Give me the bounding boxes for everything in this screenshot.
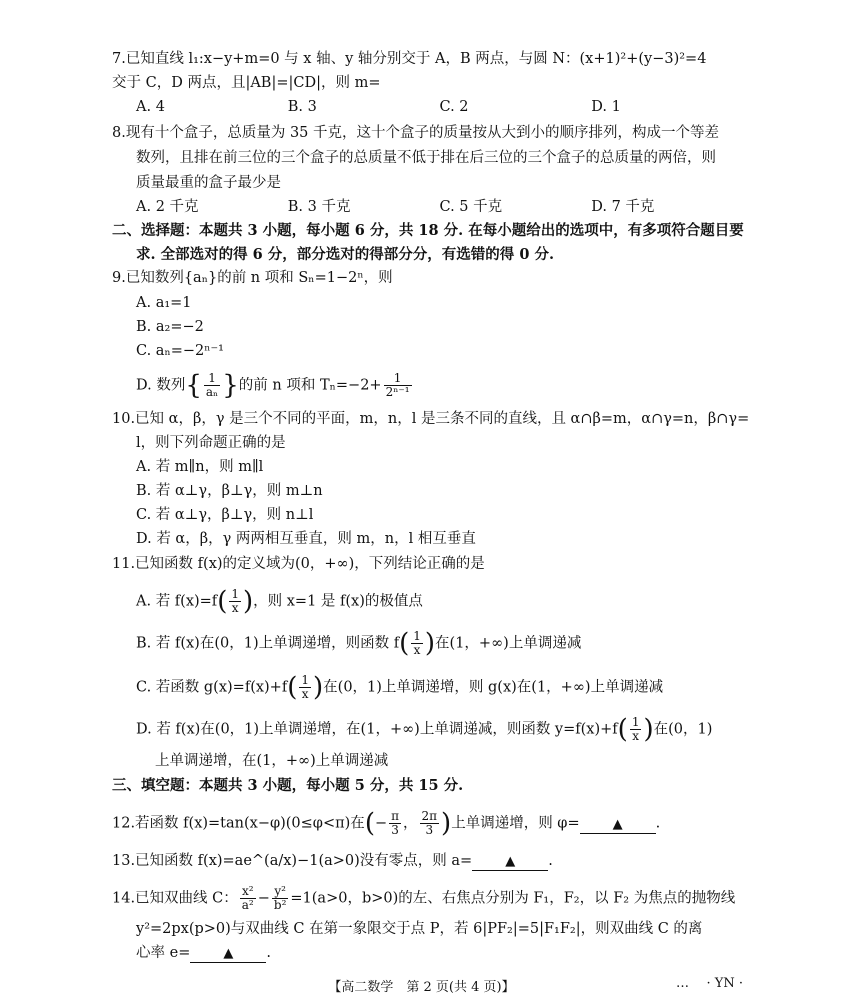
q11-option-b — [136, 630, 743, 657]
fraction-numerator: y² — [272, 885, 289, 899]
q11-option-c — [136, 674, 743, 701]
q12-answer-blank[interactable]: ▲ — [580, 817, 656, 834]
q9-d-middle: 的前 n 项和 Tₙ=−2+ — [238, 377, 382, 394]
q9-option-d — [136, 372, 743, 399]
q13-prefix: 13.已知函数 f(x)=ae^(a/x)−1(a>0)没有零点，则 a= — [112, 853, 473, 869]
fraction-denominator: aₙ — [205, 385, 219, 399]
q7-line1: 7.已知直线 l₁:x−y+m=0 与 x 轴、y 轴分别交于 A，B 两点，与圆 N：(x+1)²+(y−3)²=4 — [112, 51, 707, 67]
left-paren: ( — [217, 586, 228, 617]
left-paren: ( — [364, 808, 375, 839]
q8-options — [136, 196, 743, 218]
q14-line2: y²=2px(p>0)与双曲线 C 在第一象限交于点 P，若 6|PF₂|=5|F₁F₂|，则双曲线 C 的离 — [136, 921, 703, 937]
q11-d-prefix: D. 若 f(x)在(0，1)上单调递增，在(1，+∞)上单调递减，则函数 y=f(x)+f — [136, 721, 618, 738]
q10-line1: 10.已知 α，β，γ 是三个不同的平面，m，n，l 是三条不同的直线，且 α∩β=m，α∩γ=n，β∩γ= — [112, 411, 750, 427]
q9-option-c: C. aₙ=−2ⁿ⁻¹ — [136, 343, 224, 359]
q11-option-d — [136, 716, 743, 743]
q14-line3-prefix: 心率 e= — [136, 945, 191, 961]
right-paren: ) — [242, 586, 254, 617]
fraction-denominator: x — [301, 687, 309, 701]
footer-dots: … — [676, 976, 689, 991]
q8-option-c: C. 5 千克 — [439, 199, 503, 215]
q11-b-prefix: B. 若 f(x)在(0，1)上单调递增，则函数 f — [136, 635, 400, 652]
q10-option-d: D. 若 α，β，γ 两两相互垂直，则 m，n，l 相互垂直 — [136, 531, 476, 547]
fraction-numerator: 1 — [384, 372, 412, 386]
page-footer: 【高二数学 第 2 页(共 4 页)】 — [328, 980, 515, 995]
left-paren: ( — [617, 714, 628, 745]
q8-line2: 数列，且排在前三位的三个盒子的总质量不低于排在后三位的三个盒子的总质量的两倍，则 — [136, 150, 716, 166]
q11-b-suffix: 在(1，+∞)上单调递减 — [435, 635, 582, 652]
q11-option-d-line2: 上单调递增，在(1，+∞)上单调递减 — [155, 753, 389, 769]
fraction-denominator: a² — [241, 898, 254, 912]
q14-line3: 心率 e= ▲ . — [136, 945, 271, 961]
fraction-denominator: x — [231, 601, 239, 615]
right-paren: ) — [424, 628, 436, 659]
q14-fraction2 — [272, 885, 289, 912]
q12-fraction2 — [420, 810, 440, 837]
q10-option-c: C. 若 α⊥γ，β⊥γ，则 n⊥l — [136, 507, 314, 523]
right-paren: ) — [643, 714, 654, 745]
section2-line1: 二、选择题：本题共 3 小题，每小题 6 分，共 18 分. 在每小题给出的选项中，有多项符合题目要 — [112, 222, 744, 239]
q13-line: 13.已知函数 f(x)=ae^(a/x)−1(a>0)没有零点，则 a= ▲ . — [112, 853, 553, 869]
q11-a-prefix: A. 若 f(x)=f — [136, 593, 218, 610]
q11-b-fraction — [411, 630, 423, 657]
q11-c-prefix: C. 若函数 g(x)=f(x)+f — [136, 679, 288, 696]
q7-line2: 交于 C，D 两点，且|AB|=|CD|，则 m= — [112, 75, 381, 91]
q11-a-fraction — [229, 588, 241, 615]
right-paren: ) — [313, 672, 324, 703]
left-paren: ( — [399, 628, 410, 659]
fraction-denominator: b² — [273, 898, 287, 912]
q7-option-c: C. 2 — [439, 99, 469, 115]
left-paren: ( — [287, 672, 298, 703]
q9-d-prefix: D. 数列 — [136, 377, 186, 394]
q14-fraction1 — [240, 885, 256, 912]
fraction-numerator: 1 — [631, 715, 640, 729]
q9-d-fraction — [204, 372, 220, 399]
fraction-numerator: 1 — [231, 587, 239, 601]
q8-option-b: B. 3 千克 — [287, 199, 351, 215]
section3-title: 三、填空题：本题共 3 小题，每小题 5 分，共 15 分. — [112, 777, 464, 794]
q12-prefix: 12.若函数 f(x)=tan(x−φ)(0≤φ<π)在 — [112, 815, 365, 832]
q11-stem: 11.已知函数 f(x)的定义域为(0，+∞)，下列结论正确的是 — [112, 556, 485, 572]
left-brace: { — [185, 370, 202, 401]
q11-c-suffix: 在(0，1)上单调递增，则 g(x)在(1，+∞)上单调递减 — [323, 679, 664, 696]
fraction-numerator: 1 — [301, 673, 309, 687]
q11-c-fraction — [299, 674, 311, 701]
q11-d-suffix: 在(0，1) — [653, 721, 713, 738]
q8-line3: 质量最重的盒子最少是 — [136, 175, 281, 191]
q10-option-b: B. 若 α⊥γ，β⊥γ，则 m⊥n — [136, 483, 323, 499]
q7-option-d: D. 1 — [591, 99, 621, 115]
fraction-numerator: 2π — [421, 809, 438, 823]
q9-stem: 9.已知数列{aₙ}的前 n 项和 Sₙ=1−2ⁿ，则 — [112, 270, 393, 286]
section2-line2: 求. 全部选对的得 6 分，部分选对的得部分分，有选错的得 0 分. — [136, 246, 555, 263]
q11-option-a — [136, 588, 743, 615]
q9-option-b: B. a₂=−2 — [136, 319, 204, 335]
footer-code: · YN · — [706, 976, 743, 991]
q11-d-fraction — [630, 716, 642, 743]
fraction-denominator: x — [413, 643, 421, 657]
q7-options — [136, 96, 743, 118]
q7-option-b: B. 3 — [287, 99, 317, 115]
q12-suffix: 上单调递增，则 φ= — [451, 815, 580, 832]
right-brace: } — [222, 370, 239, 401]
fraction-numerator: x² — [240, 885, 256, 899]
q14-answer-blank[interactable]: ▲ — [190, 946, 266, 963]
fraction-denominator: 2ⁿ⁻¹ — [385, 385, 410, 399]
q13-answer-blank[interactable]: ▲ — [472, 854, 548, 871]
q8-option-a: A. 2 千克 — [136, 199, 199, 215]
q8-option-d: D. 7 千克 — [591, 199, 655, 215]
q14-line1: 14.已知双曲线 C： $\frac{\text{x²}}{\text{a²}}$ − $\frac{\text{y²}}{\text{b²}}$ =1(a>0，b>0)的左、右焦点分别为 F₁，F₂，以 F₂ 为焦点的抛物线 — [112, 884, 736, 912]
q11-a-suffix: ，则 x=1 是 f(x)的极值点 — [253, 593, 423, 610]
q9-option-a: A. a₁=1 — [136, 295, 192, 311]
q14-line1-suffix: =1(a>0，b>0)的左、右焦点分别为 F₁，F₂，以 F₂ 为焦点的抛物线 — [290, 890, 736, 907]
q12-fraction1 — [389, 810, 401, 837]
fraction-denominator: 3 — [425, 823, 434, 837]
fraction-denominator: x — [632, 729, 640, 743]
q14-prefix: 14.已知双曲线 C： — [112, 890, 238, 907]
fraction-numerator: 1 — [413, 629, 421, 643]
q10-line2: l，则下列命题正确的是 — [136, 435, 286, 451]
q9-d-fraction2 — [384, 372, 412, 399]
q10-option-a: A. 若 m∥n，则 m∥l — [136, 459, 264, 475]
right-paren: ) — [441, 808, 452, 839]
fraction-numerator: π — [391, 809, 400, 823]
q12-line: 12.若函数 f(x)=tan(x−φ)(0≤φ<π)在(− $\frac{\pi}{3}$ ， $\frac{2\pi}{3}$ )上单调递增，则 φ= ▲ . — [112, 808, 661, 839]
fraction-numerator: 1 — [204, 372, 220, 386]
fraction-denominator: 3 — [391, 823, 399, 837]
q7-option-a: A. 4 — [136, 99, 165, 115]
q8-line1: 8.现有十个盒子，总质量为 35 千克，这十个盒子的质量按从大到小的顺序排列，构成一个等差 — [112, 125, 719, 141]
